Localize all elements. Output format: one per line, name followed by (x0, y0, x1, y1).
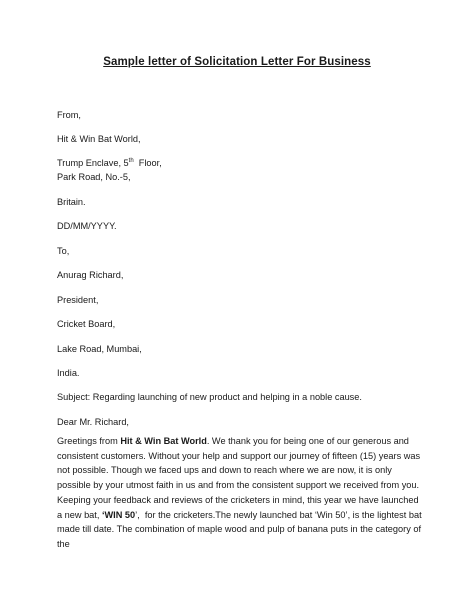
sender-address-line1 (57, 157, 162, 169)
recipient-organization: Cricket Board, (57, 319, 116, 329)
sender-country: Britain. (57, 197, 86, 207)
p2-product-name: ‘WIN 50 (101, 509, 136, 520)
p1-text-end: . We thank you for being one of our generous and consistent customers. Without your help and support our journey of fifteen (15) years was not possible. Though we faced ups and down to reach where we are now, it is only possible by your utmost faith in us and from the consistent support we received from you. (57, 436, 421, 491)
subject-line: Subject: Regarding launching of new product and helping in a noble cause. (57, 392, 362, 402)
recipient-name: Anurag Richard, (57, 270, 124, 280)
p1-company-name: Hit & Win Bat World (120, 436, 207, 446)
ordinal-suffix: th (128, 157, 134, 164)
p2-text-start: Keeping your feedback and reviews of the cricketers in mind, this year we have launched a new bat, (57, 495, 422, 520)
sender-address-line1-floor: Floor, (133, 158, 162, 168)
letter-date: DD/MM/YYYY. (57, 221, 117, 231)
recipient-country: India. (57, 368, 80, 378)
sender-company: Hit & Win Bat World, (57, 134, 141, 144)
p1-text-start: Greetings from (57, 436, 121, 446)
sender-address-line2: Park Road, No.-5, (57, 172, 131, 182)
to-label: To, (57, 246, 70, 256)
sender-address-line1-text: Trump Enclave, 5 (57, 158, 129, 168)
recipient-title: President, (57, 295, 99, 305)
recipient-address: Lake Road, Mumbai, (57, 344, 142, 354)
from-label: From, (57, 110, 81, 120)
p2-text-end: ’, for the cricketers.The newly launched bat ‘Win 50’, is the lightest bat made till date. The combination of maple wood and pulp of banana puts in the category of the (57, 509, 425, 550)
salutation: Dear Mr. Richard, (57, 417, 129, 427)
body-paragraph-1 (57, 434, 425, 493)
body-paragraph-2 (57, 493, 425, 552)
document-title: Sample letter of Solicitation Letter For Business (103, 56, 371, 68)
